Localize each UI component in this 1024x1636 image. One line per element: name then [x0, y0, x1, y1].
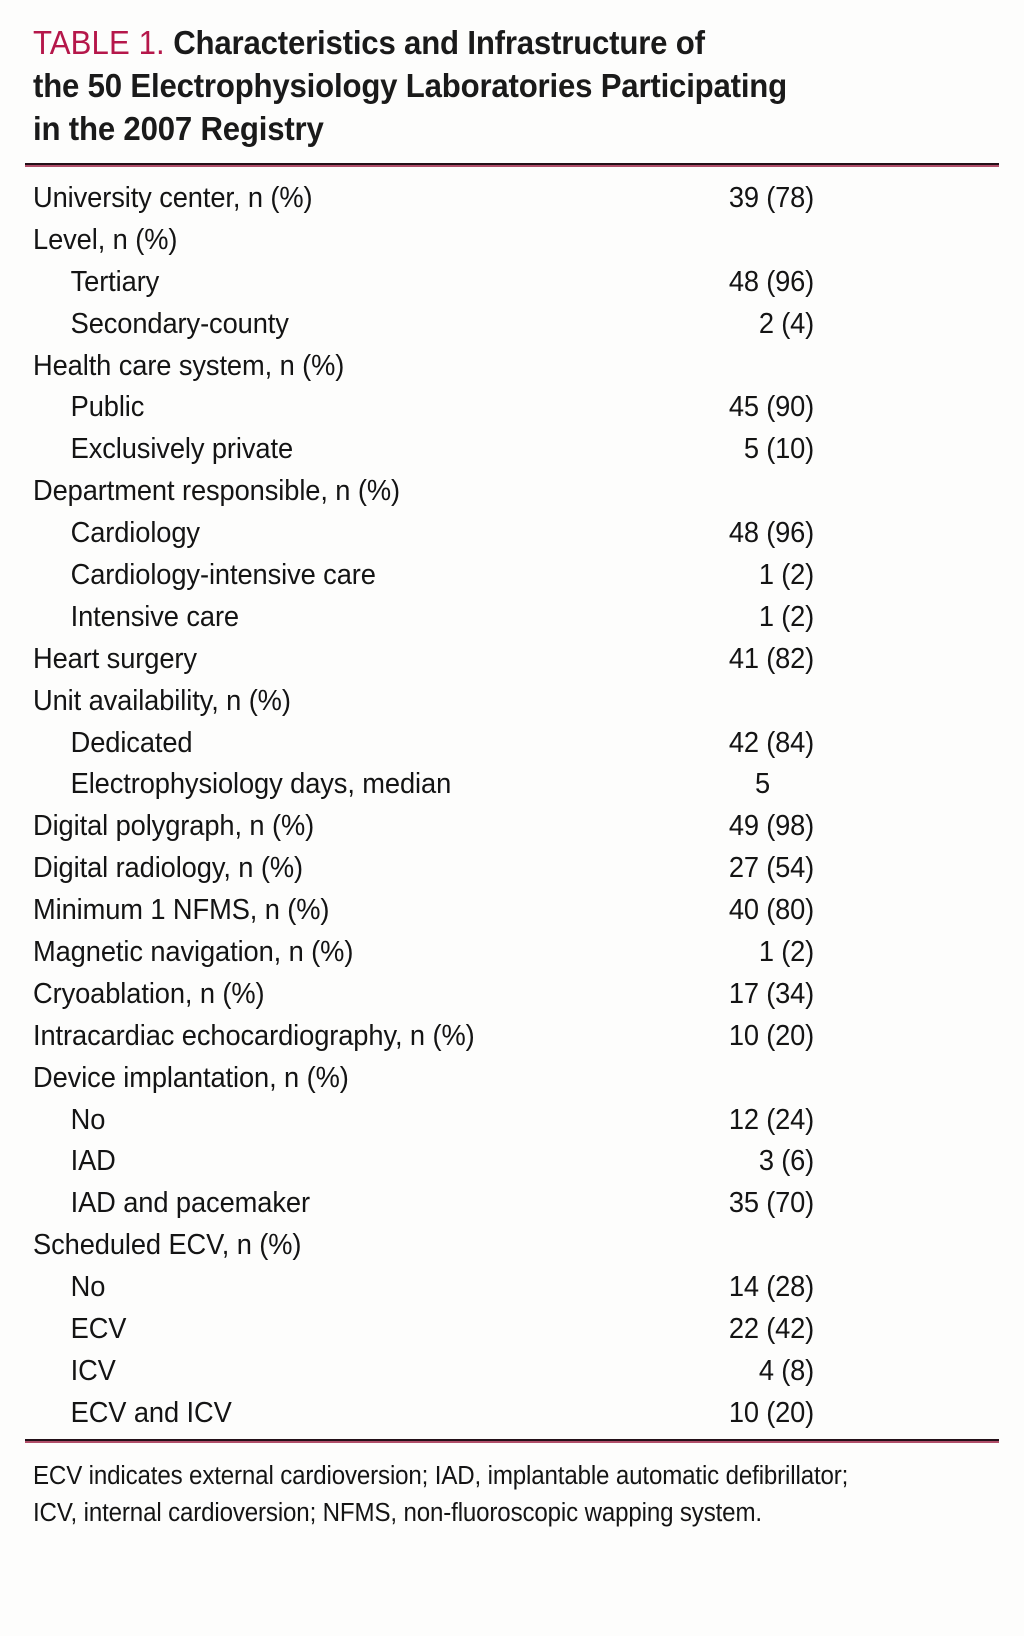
- table-row-label: Public: [70, 391, 145, 424]
- table-row-label: Tertiary: [70, 265, 160, 298]
- table-row-label: No: [70, 1271, 106, 1304]
- table-row-value: 40 (80): [728, 894, 814, 927]
- table-row-label: Cardiology: [70, 517, 200, 550]
- table-row-label: Unit availability, n (%): [33, 684, 291, 717]
- table-row: [33, 220, 1000, 262]
- table-row-label: ECV and ICV: [70, 1396, 232, 1429]
- table-row-value: 35 (70): [728, 1187, 814, 1220]
- table-row-value: 17 (34): [728, 977, 814, 1010]
- table-row: [33, 890, 1000, 932]
- table-row: [33, 513, 1000, 555]
- table-row: [33, 1225, 1000, 1267]
- table-row: [33, 1058, 1000, 1100]
- table-row-label: Department responsible, n (%): [33, 475, 400, 508]
- table-row: [33, 1309, 1000, 1351]
- table-row-label: ECV: [70, 1313, 127, 1346]
- table-row-value: 12 (24): [728, 1103, 814, 1136]
- footnote-line-1: ECV indicates external cardioversion; IAD, implantable automatic defibrillator;: [33, 1461, 849, 1490]
- table-row-value: 1 (2): [758, 600, 814, 633]
- table-top-rule: [25, 163, 999, 168]
- table-row: [33, 681, 1000, 723]
- table-row-value: 1 (2): [758, 559, 814, 592]
- table-title-line-1: [33, 22, 923, 65]
- table-row: [33, 555, 1000, 597]
- table-row-label: Secondary-county: [70, 307, 289, 340]
- table-row-value: 49 (98): [728, 810, 814, 843]
- table-bottom-rule: [25, 1439, 999, 1444]
- table-row: [33, 1267, 1000, 1309]
- table-row-label: Intensive care: [70, 600, 240, 633]
- table-row-label: Cryoablation, n (%): [33, 977, 265, 1010]
- table-row: [33, 974, 1000, 1016]
- table-row-label: IAD: [70, 1145, 116, 1178]
- table-number-label: TABLE 1.: [33, 25, 165, 62]
- table-row-label: Cardiology-intensive care: [70, 559, 376, 592]
- table-row-label: IAD and pacemaker: [70, 1187, 310, 1220]
- table-row: [33, 304, 1000, 346]
- table-row-value: 39 (78): [728, 182, 814, 214]
- table-row: [33, 932, 1000, 974]
- table-row-label: Dedicated: [70, 726, 193, 759]
- table-row-value: 22 (42): [728, 1313, 814, 1346]
- table-row-label: Exclusively private: [70, 433, 294, 466]
- table-row-value: 5 (10): [743, 433, 814, 466]
- table-row-label: ICV: [70, 1354, 116, 1387]
- table-row: [33, 723, 1000, 765]
- table-row-value: 5: [755, 768, 770, 801]
- table-row-value: 48 (96): [728, 517, 814, 550]
- table-row-value: 14 (28): [728, 1271, 814, 1304]
- table-row-label: Level, n (%): [33, 223, 178, 256]
- table-row-label: Minimum 1 NFMS, n (%): [33, 894, 330, 927]
- table-row-label: Scheduled ECV, n (%): [33, 1229, 302, 1262]
- table-row: [33, 1016, 1000, 1058]
- table-row-label: Digital polygraph, n (%): [33, 810, 315, 843]
- table-row-value: 42 (84): [728, 726, 814, 759]
- table-row: [33, 346, 1000, 388]
- table-title-line-1-text: Characteristics and Infrastructure of: [173, 25, 705, 62]
- table-row-label: Device implantation, n (%): [33, 1061, 349, 1094]
- table-row-label: University center, n (%): [33, 182, 313, 214]
- table-row: [33, 471, 1000, 513]
- table-row-value: 1 (2): [758, 936, 814, 969]
- table-row-label: No: [70, 1103, 106, 1136]
- table-row-label: Magnetic navigation, n (%): [33, 936, 354, 969]
- table-row-value: 10 (20): [728, 1019, 814, 1052]
- table-row: [33, 1183, 1000, 1225]
- table-row-label: Digital radiology, n (%): [33, 852, 303, 885]
- table-row-value: 48 (96): [728, 265, 814, 298]
- table-row-value: 10 (20): [728, 1396, 814, 1429]
- table-row-value: 27 (54): [728, 852, 814, 885]
- table-body: [24, 168, 1000, 1435]
- table-row-label: Electrophysiology days, median: [70, 768, 452, 801]
- table-row: [33, 639, 1000, 681]
- table-row: [33, 764, 1000, 806]
- table-footnote: [24, 1444, 1000, 1532]
- table-row: [33, 1141, 1000, 1183]
- table-row-value: 41 (82): [728, 642, 814, 675]
- table-row: [33, 597, 1000, 639]
- table-row-value: 4 (8): [758, 1354, 814, 1387]
- table-row: [33, 1351, 1000, 1393]
- table-row: [33, 1393, 1000, 1435]
- table-row-value: 45 (90): [728, 391, 814, 424]
- table-row: [33, 387, 1000, 429]
- table-title-line-3: in the 2007 Registry: [33, 111, 324, 148]
- table-title-line-2: the 50 Electrophysiology Laboratories Participating: [33, 68, 787, 105]
- table-row-label: Health care system, n (%): [33, 349, 345, 382]
- table-row: [33, 429, 1000, 471]
- table-row-label: Heart surgery: [33, 642, 197, 675]
- table-row: [33, 178, 1000, 220]
- table-row: [33, 806, 1000, 848]
- table-row: [33, 1100, 1000, 1142]
- table-row-label: Intracardiac echocardiography, n (%): [33, 1019, 475, 1052]
- table-row-value: 2 (4): [758, 307, 814, 340]
- table-row-value: 3 (6): [758, 1145, 814, 1178]
- table-row: [33, 262, 1000, 304]
- footnote-line-2: ICV, internal cardioversion; NFMS, non-fluoroscopic wapping system.: [33, 1498, 762, 1527]
- table-row: [33, 848, 1000, 890]
- table-title-block: [24, 0, 1000, 151]
